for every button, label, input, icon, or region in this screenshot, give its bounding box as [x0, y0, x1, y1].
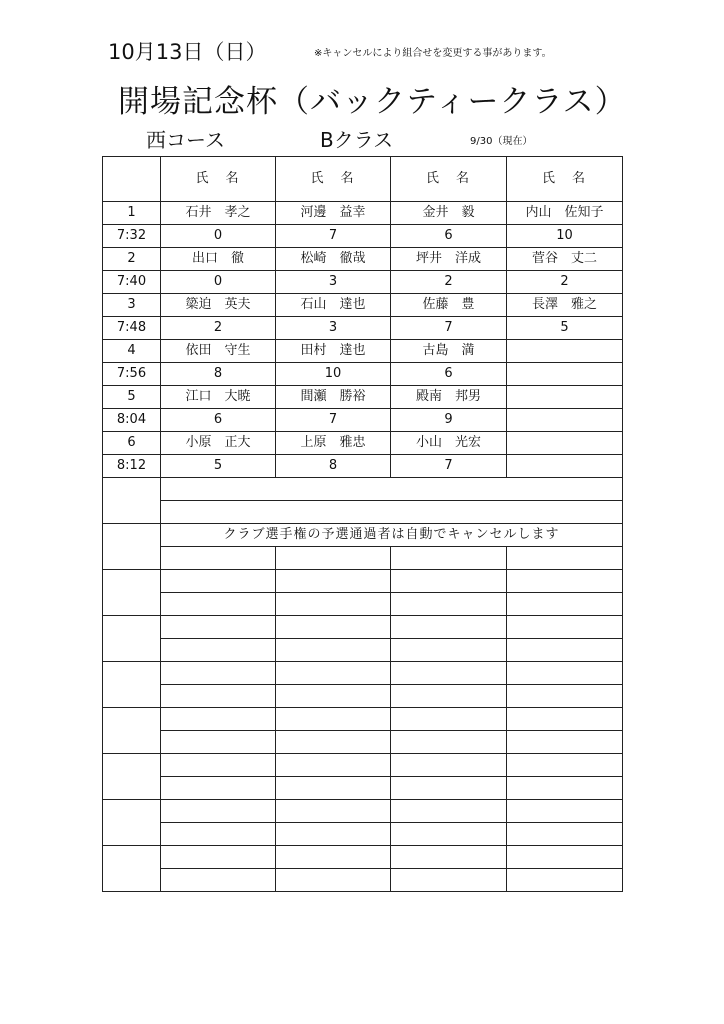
- player-name-cell: 殿南 邦男: [391, 386, 507, 409]
- group-score-row: [103, 363, 623, 386]
- group-number: 1: [103, 202, 161, 225]
- group-name-row: [103, 386, 623, 409]
- empty-cell: [507, 777, 623, 800]
- empty-cell: [161, 547, 276, 570]
- tee-time: 7:56: [103, 363, 161, 386]
- player-name-cell: 古島 満: [391, 340, 507, 363]
- group-name-row: [103, 248, 623, 271]
- empty-cell: [161, 800, 276, 823]
- empty-cell: [161, 754, 276, 777]
- empty-cell: [507, 823, 623, 846]
- class-label: Bクラス: [320, 128, 394, 152]
- empty-row: [103, 570, 623, 593]
- event-date: 10月13日（日）: [108, 40, 267, 64]
- empty-cell: [161, 639, 276, 662]
- empty-group-cell: [103, 662, 161, 708]
- group-name-row: [103, 432, 623, 455]
- empty-row: [103, 823, 623, 846]
- player-score-cell: 7: [391, 317, 507, 340]
- player-name-cell: 出口 徹: [161, 248, 276, 271]
- player-score-cell: 7: [276, 225, 391, 248]
- empty-group-cell: [103, 846, 161, 892]
- empty-cell: [391, 846, 507, 869]
- player-name-cell: 石井 孝之: [161, 202, 276, 225]
- empty-cell: [276, 846, 391, 869]
- player-name-cell: 松崎 徹哉: [276, 248, 391, 271]
- player-name-cell: 間瀬 勝裕: [276, 386, 391, 409]
- empty-cell: [507, 869, 623, 892]
- group-number: 5: [103, 386, 161, 409]
- empty-row: [103, 685, 623, 708]
- empty-cell: [276, 570, 391, 593]
- empty-cell: [276, 593, 391, 616]
- empty-cell: [161, 846, 276, 869]
- empty-merged-cell: [161, 478, 623, 501]
- player-score-cell: [507, 363, 623, 386]
- cancellation-notice: ※キャンセルにより組合せを変更する事があります。: [314, 48, 552, 59]
- name-column-header: 氏 名: [276, 157, 391, 202]
- name-column-header: 氏 名: [507, 157, 623, 202]
- empty-cell: [391, 869, 507, 892]
- as-of-date: 9/30（現在）: [470, 136, 533, 147]
- player-score-cell: 5: [161, 455, 276, 478]
- empty-row: [103, 731, 623, 754]
- empty-cell: [391, 639, 507, 662]
- player-name-cell: [507, 340, 623, 363]
- course-name: 西コース: [146, 128, 225, 152]
- empty-row: [103, 478, 623, 501]
- tee-time: 8:04: [103, 409, 161, 432]
- tee-time: 7:32: [103, 225, 161, 248]
- empty-cell: [507, 685, 623, 708]
- player-name-cell: 田村 達也: [276, 340, 391, 363]
- empty-cell: [507, 547, 623, 570]
- empty-cell: [507, 593, 623, 616]
- empty-cell: [507, 846, 623, 869]
- group-score-row: [103, 225, 623, 248]
- empty-cell: [276, 708, 391, 731]
- empty-cell: [391, 823, 507, 846]
- group-name-row: [103, 340, 623, 363]
- player-score-cell: 6: [161, 409, 276, 432]
- empty-row: [103, 639, 623, 662]
- empty-row: [103, 547, 623, 570]
- empty-cell: [507, 731, 623, 754]
- tee-time: 7:40: [103, 271, 161, 294]
- player-name-cell: 河邊 益幸: [276, 202, 391, 225]
- empty-cell: [276, 731, 391, 754]
- empty-group-cell: [103, 524, 161, 570]
- player-name-cell: 内山 佐知子: [507, 202, 623, 225]
- empty-cell: [391, 685, 507, 708]
- empty-cell: [507, 639, 623, 662]
- empty-cell: [276, 800, 391, 823]
- empty-cell: [507, 708, 623, 731]
- club-notice-row: [103, 524, 623, 547]
- empty-group-cell: [103, 754, 161, 800]
- player-score-cell: 5: [507, 317, 623, 340]
- empty-group-cell: [103, 478, 161, 524]
- player-score-cell: 8: [161, 363, 276, 386]
- empty-merged-cell: [161, 501, 623, 524]
- empty-row: [103, 593, 623, 616]
- empty-row: [103, 754, 623, 777]
- player-name-cell: [507, 432, 623, 455]
- empty-cell: [161, 685, 276, 708]
- empty-cell: [161, 616, 276, 639]
- empty-cell: [276, 869, 391, 892]
- empty-cell: [507, 754, 623, 777]
- player-score-cell: 10: [507, 225, 623, 248]
- empty-cell: [507, 570, 623, 593]
- player-score-cell: [507, 409, 623, 432]
- group-number: 6: [103, 432, 161, 455]
- empty-cell: [276, 685, 391, 708]
- tee-time: 7:48: [103, 317, 161, 340]
- pairing-table: [102, 156, 623, 892]
- player-name-cell: 簗迫 英夫: [161, 294, 276, 317]
- player-score-cell: 7: [391, 455, 507, 478]
- table-header-row: [103, 157, 623, 202]
- player-score-cell: 8: [276, 455, 391, 478]
- empty-cell: [161, 570, 276, 593]
- empty-cell: [161, 869, 276, 892]
- player-name-cell: 坪井 洋成: [391, 248, 507, 271]
- empty-row: [103, 800, 623, 823]
- empty-cell: [391, 800, 507, 823]
- name-column-header: 氏 名: [161, 157, 276, 202]
- player-name-cell: 金井 毅: [391, 202, 507, 225]
- player-score-cell: 2: [507, 271, 623, 294]
- empty-row: [103, 662, 623, 685]
- empty-cell: [391, 547, 507, 570]
- player-name-cell: 石山 達也: [276, 294, 391, 317]
- player-name-cell: 江口 大暁: [161, 386, 276, 409]
- player-name-cell: 上原 雅忠: [276, 432, 391, 455]
- empty-cell: [276, 754, 391, 777]
- player-score-cell: 10: [276, 363, 391, 386]
- empty-cell: [507, 662, 623, 685]
- empty-cell: [391, 754, 507, 777]
- player-name-cell: 長澤 雅之: [507, 294, 623, 317]
- empty-group-cell: [103, 570, 161, 616]
- player-score-cell: 9: [391, 409, 507, 432]
- empty-cell: [161, 777, 276, 800]
- empty-row: [103, 616, 623, 639]
- empty-group-cell: [103, 616, 161, 662]
- player-name-cell: 佐藤 豊: [391, 294, 507, 317]
- empty-cell: [276, 823, 391, 846]
- player-score-cell: 3: [276, 271, 391, 294]
- player-score-cell: 6: [391, 225, 507, 248]
- group-number: 2: [103, 248, 161, 271]
- empty-cell: [391, 731, 507, 754]
- empty-cell: [161, 823, 276, 846]
- empty-cell: [161, 731, 276, 754]
- group-score-row: [103, 409, 623, 432]
- name-column-header: 氏 名: [391, 157, 507, 202]
- player-score-cell: 2: [161, 317, 276, 340]
- empty-row: [103, 501, 623, 524]
- player-name-cell: 依田 守生: [161, 340, 276, 363]
- page-title: 開場記念杯（バックティークラス）: [118, 84, 627, 120]
- empty-cell: [276, 777, 391, 800]
- tee-time: 8:12: [103, 455, 161, 478]
- empty-row: [103, 777, 623, 800]
- group-number: 3: [103, 294, 161, 317]
- header-blank-cell: [103, 157, 161, 202]
- player-score-cell: [507, 455, 623, 478]
- group-score-row: [103, 317, 623, 340]
- club-notice: クラブ選手権の予選通過者は自動でキャンセルします: [161, 524, 623, 547]
- player-score-cell: 0: [161, 225, 276, 248]
- player-score-cell: 6: [391, 363, 507, 386]
- empty-cell: [276, 639, 391, 662]
- player-name-cell: 菅谷 丈二: [507, 248, 623, 271]
- empty-cell: [276, 616, 391, 639]
- empty-cell: [391, 593, 507, 616]
- player-score-cell: 7: [276, 409, 391, 432]
- empty-row: [103, 708, 623, 731]
- empty-cell: [391, 662, 507, 685]
- player-name-cell: 小原 正大: [161, 432, 276, 455]
- empty-group-cell: [103, 800, 161, 846]
- player-name-cell: 小山 光宏: [391, 432, 507, 455]
- empty-cell: [161, 662, 276, 685]
- group-name-row: [103, 202, 623, 225]
- empty-cell: [391, 570, 507, 593]
- player-score-cell: 3: [276, 317, 391, 340]
- player-score-cell: 0: [161, 271, 276, 294]
- empty-cell: [391, 708, 507, 731]
- empty-cell: [507, 616, 623, 639]
- empty-cell: [161, 708, 276, 731]
- empty-group-cell: [103, 708, 161, 754]
- group-name-row: [103, 294, 623, 317]
- group-score-row: [103, 271, 623, 294]
- empty-cell: [391, 777, 507, 800]
- player-score-cell: 2: [391, 271, 507, 294]
- empty-row: [103, 846, 623, 869]
- empty-row: [103, 869, 623, 892]
- empty-cell: [276, 662, 391, 685]
- empty-cell: [276, 547, 391, 570]
- empty-cell: [391, 616, 507, 639]
- group-score-row: [103, 455, 623, 478]
- empty-cell: [161, 593, 276, 616]
- empty-cell: [507, 800, 623, 823]
- player-name-cell: [507, 386, 623, 409]
- group-number: 4: [103, 340, 161, 363]
